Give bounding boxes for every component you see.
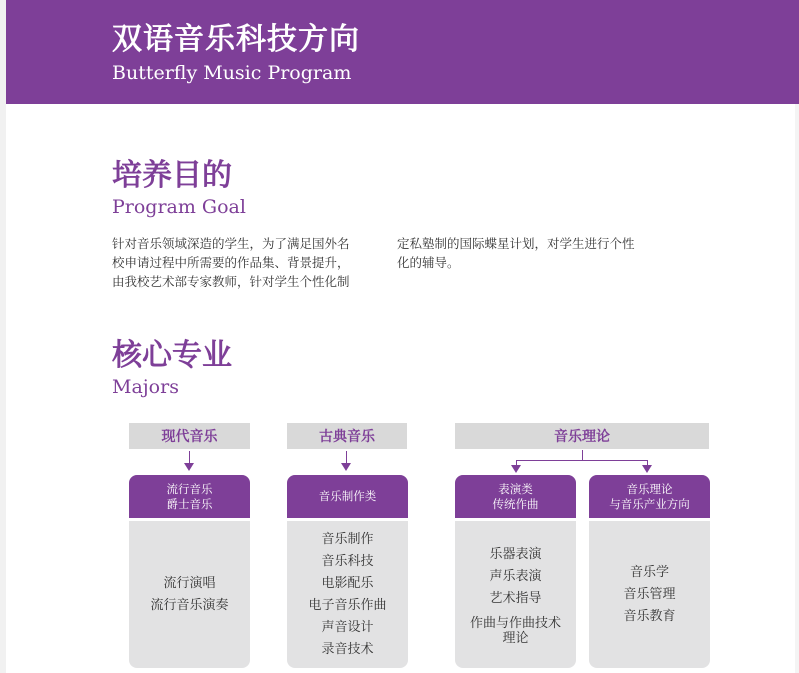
major-item: 音乐管理	[623, 586, 676, 602]
majors-section-subtitle: Majors	[112, 376, 179, 398]
major-item: 录音技术	[321, 641, 374, 657]
card-header-line: 音乐理论	[626, 481, 673, 496]
card-body	[455, 521, 576, 668]
card-header	[455, 475, 576, 521]
connector-line	[516, 460, 648, 461]
card-header-line: 表演类	[498, 481, 533, 496]
major-item: 音乐学	[629, 564, 669, 580]
goal-section-subtitle: Program Goal	[112, 196, 246, 218]
goal-line: 化的辅导。	[397, 255, 460, 270]
card-header-line: 与音乐产业方向	[609, 496, 690, 511]
card-header-line: 爵士音乐	[166, 496, 213, 511]
major-item: 流行演唱	[163, 575, 216, 591]
header-banner	[6, 0, 799, 104]
major-item: 声乐表演	[489, 568, 542, 584]
goal-line: 定私塾制的国际蝶星计划，对学生进行个性	[397, 236, 635, 251]
card-body	[287, 521, 408, 668]
card-header	[589, 475, 710, 521]
goal-text-left	[112, 234, 382, 291]
major-card-theory-industry	[589, 475, 710, 668]
majors-section-title: 核心专业	[112, 338, 232, 373]
card-header-line: 音乐制作类	[318, 489, 377, 503]
arrow-down-icon	[184, 463, 194, 471]
major-item: 电子音乐作曲	[308, 597, 387, 613]
connector-line	[582, 450, 583, 460]
arrow-down-icon	[341, 463, 351, 471]
goal-line: 针对音乐领域深造的学生，为了满足国外名	[112, 236, 350, 251]
major-item: 流行音乐演奏	[150, 597, 229, 613]
goal-section-title: 培养目的	[112, 158, 232, 193]
card-header	[129, 475, 250, 521]
goal-line: 校申请过程中所需要的作品集、背景提升，	[112, 255, 350, 270]
major-item: 电影配乐	[321, 575, 374, 591]
arrow-down-icon	[642, 465, 652, 473]
major-item: 音乐教育	[623, 608, 676, 624]
major-card-performance-composition	[455, 475, 576, 668]
major-item: 艺术指导	[489, 590, 542, 606]
goal-text-right	[397, 234, 667, 272]
major-item: 乐器表演	[489, 546, 542, 562]
card-body	[129, 521, 250, 668]
category-modern-music: 现代音乐	[129, 423, 250, 449]
card-header-line: 传统作曲	[492, 496, 539, 511]
goal-line: 由我校艺术部专家教师，针对学生个性化制	[112, 274, 350, 289]
category-music-theory: 音乐理论	[455, 423, 709, 449]
arrow-down-icon	[511, 465, 521, 473]
card-body	[589, 521, 710, 668]
page-title: 双语音乐科技方向	[112, 22, 360, 57]
major-card-pop-jazz	[129, 475, 250, 668]
major-item: 音乐制作	[321, 531, 374, 547]
category-classical-music: 古典音乐	[287, 423, 407, 449]
major-card-music-production	[287, 475, 408, 668]
card-header-line: 流行音乐	[166, 481, 213, 496]
card-header	[287, 475, 408, 521]
major-item: 声音设计	[321, 619, 374, 635]
major-item: 音乐科技	[321, 553, 374, 569]
page-subtitle: Butterfly Music Program	[112, 62, 352, 84]
major-item: 作曲与作曲技术 理论	[469, 615, 561, 646]
